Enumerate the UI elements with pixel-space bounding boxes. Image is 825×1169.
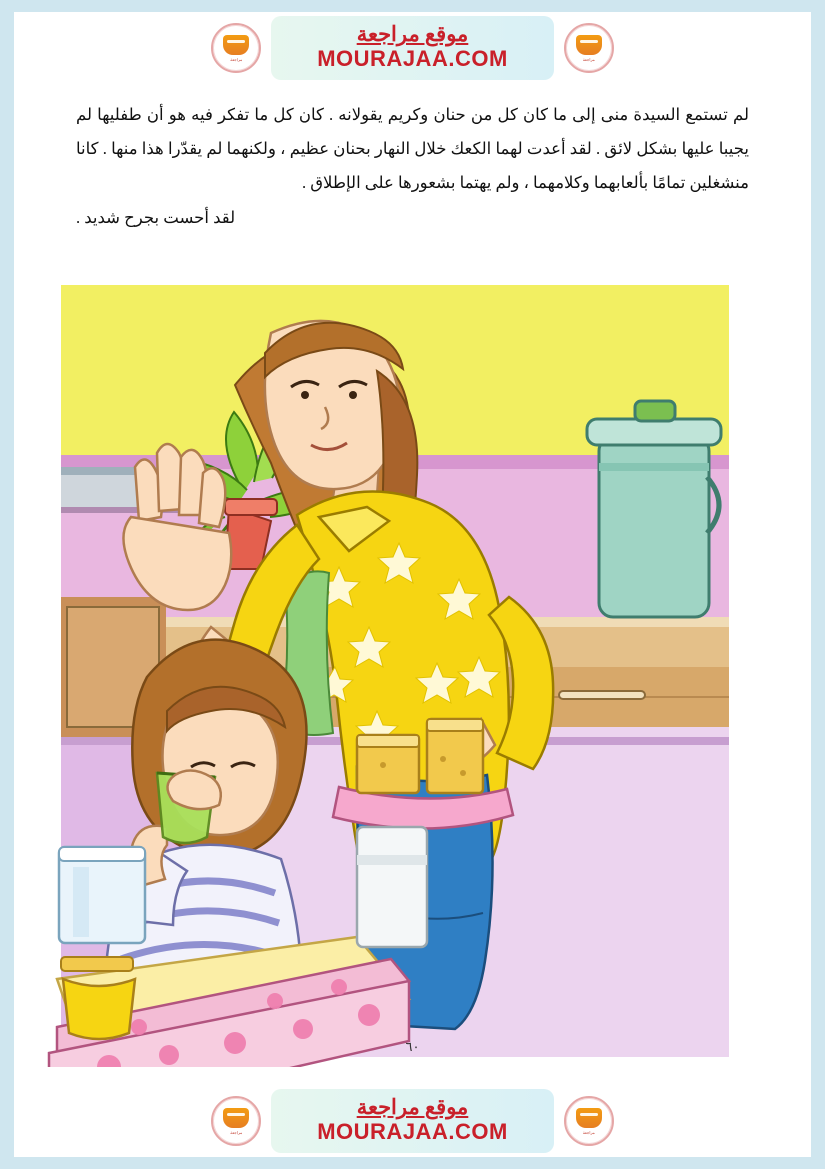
site-badge-icon <box>211 1096 261 1146</box>
site-badge-icon <box>564 23 614 73</box>
story-closing-line: لقد أحست بجرح شديد . <box>76 208 236 228</box>
watermark-text-box <box>271 16 554 79</box>
badge-book-icon <box>223 35 249 55</box>
story-paragraph: لم تستمع السيدة منى إلى ما كان كل من حنان وكريم يقولانه . كان كل ما تفكر فيه هو أن طفليها لم يجيبا عليها بشكل لائق . لقد أعدت لهما الكعك خلال النهار بحنان عظيم ، ولكنهما لم يقدّرا هذا منها . كانا منشغلين تمامًا بألعابهما وكلامهما ، ولم يهتما بشعورها على الإطلاق . <box>76 105 749 192</box>
watermark-banner-top <box>14 12 811 84</box>
badge-caption: مراجعة <box>582 1129 595 1135</box>
badge-book-icon <box>223 1108 249 1128</box>
badge-caption: مراجعة <box>230 1129 243 1135</box>
badge-book-icon <box>576 35 602 55</box>
watermark-arabic: موقع مراجعة <box>356 22 469 47</box>
badge-book-icon <box>576 1108 602 1128</box>
badge-caption: مراجعة <box>582 56 595 62</box>
watermark-arabic: موقع مراجعة <box>356 1095 469 1120</box>
site-badge-icon <box>211 23 261 73</box>
watermark-text-box <box>271 1089 554 1152</box>
watermark-latin: MOURAJAA.COM <box>317 1119 508 1145</box>
watermark-banner-bottom <box>14 1085 811 1157</box>
site-badge-icon <box>564 1096 614 1146</box>
page-number: ٦٠ <box>405 1039 420 1054</box>
story-text <box>76 98 749 235</box>
badge-caption: مراجعة <box>230 56 243 62</box>
watermark-latin: MOURAJAA.COM <box>317 46 508 72</box>
story-illustration <box>39 267 752 1067</box>
